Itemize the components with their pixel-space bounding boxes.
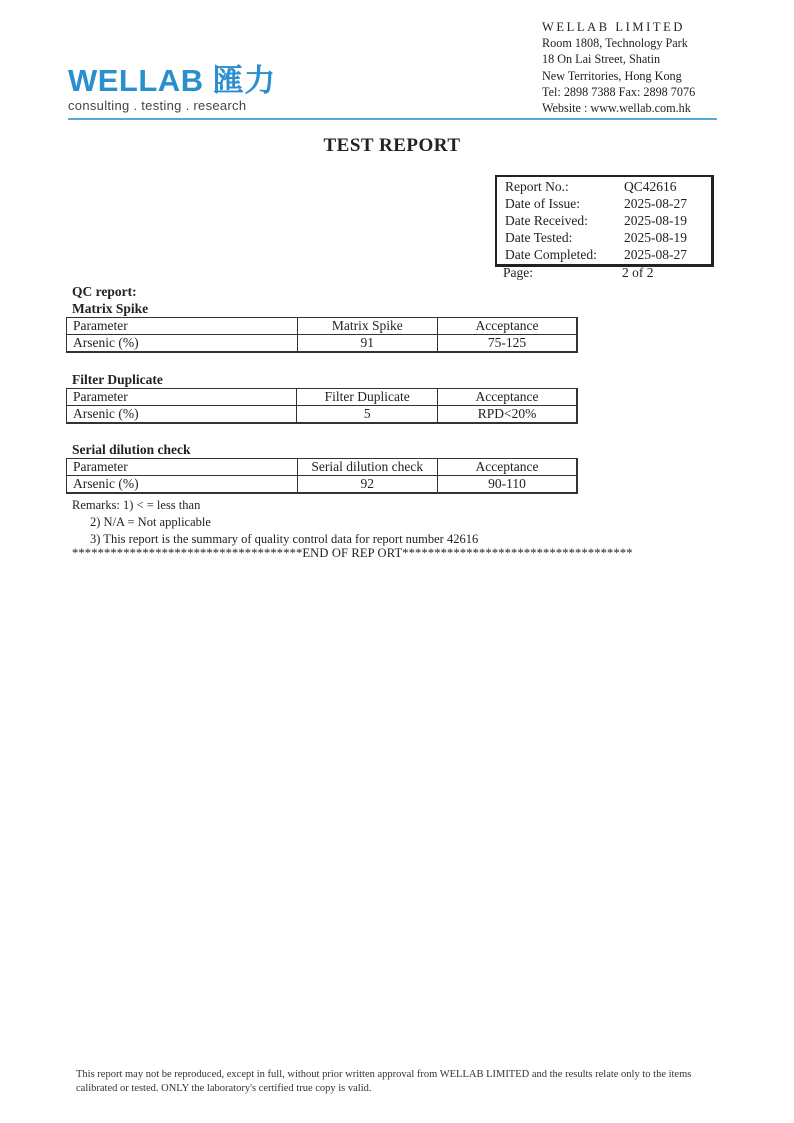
end-of-report-line: ************************************END OF REP ORT************************************ (72, 546, 633, 560)
contact-phone-fax: Tel: 2898 7388 Fax: 2898 7076 (542, 84, 696, 99)
table-header-row (67, 459, 578, 476)
header-divider (68, 118, 717, 120)
logo-wordmark: WELLAB 匯力 (68, 63, 276, 98)
table-cell: 90-110 (437, 476, 577, 494)
remark-line: Remarks: 1) < = less than (72, 498, 201, 512)
remark-line: 2) N/A = Not applicable (90, 515, 211, 529)
section-heading-matrix-spike: Matrix Spike (72, 301, 149, 316)
remarks (72, 497, 478, 548)
serial-dilution-table (66, 458, 578, 494)
header-cell: Parameter (67, 389, 297, 406)
filter-duplicate-table (66, 388, 578, 424)
section-heading-filter-duplicate: Filter Duplicate (72, 372, 163, 387)
qc-report-heading: QC report: (72, 284, 137, 299)
remark-line: 3) This report is the summary of quality control data for report number 42616 (90, 532, 479, 546)
company-address (542, 19, 695, 116)
info-label: Date of Issue: (505, 196, 580, 211)
header-cell: Acceptance (437, 318, 577, 335)
table-cell: 92 (297, 476, 437, 494)
info-label: Report No.: (505, 179, 569, 194)
info-label: Date Completed: (505, 247, 597, 262)
section-heading-serial-dilution: Serial dilution check (72, 442, 191, 457)
table-cell: Arsenic (%) (67, 406, 297, 424)
website: Website : www.wellab.com.hk (542, 101, 691, 116)
address-line: 18 On Lai Street, Shatin (542, 52, 661, 67)
footer-disclaimer: This report may not be reproduced, except in full, without prior written approval from WELLAB LIMITED and the results relate only to the items calibrated or tested. ONLY the laboratory's certified true copy is valid. (76, 1069, 692, 1094)
info-value: 2025-08-19 (624, 230, 687, 245)
info-label: Date Tested: (505, 230, 573, 245)
address-line: New Territories, Hong Kong (542, 68, 682, 83)
header-cell: Filter Duplicate (297, 389, 438, 406)
report-title: TEST REPORT (323, 135, 461, 156)
info-value: 2025-08-27 (624, 247, 687, 262)
matrix-spike-table (66, 317, 578, 353)
info-value: 2025-08-27 (624, 196, 687, 211)
info-value: 2025-08-19 (624, 213, 687, 228)
table-header-row (67, 318, 578, 335)
table-cell: 5 (297, 406, 438, 424)
header-cell: Parameter (67, 459, 298, 476)
table-cell: Arsenic (%) (67, 335, 298, 353)
table-row (67, 406, 578, 424)
address-line: Room 1808, Technology Park (542, 36, 688, 51)
header-cell: Acceptance (438, 389, 577, 406)
company-logo (68, 64, 276, 113)
header-cell: Acceptance (437, 459, 577, 476)
table-header-row (67, 389, 578, 406)
table-cell: Arsenic (%) (67, 476, 298, 494)
table-row (67, 476, 578, 494)
logo-tagline: consulting . testing . research (68, 98, 247, 113)
info-value: QC42616 (624, 179, 677, 194)
page-label: Page: (503, 265, 533, 280)
table-row (67, 335, 578, 353)
header-cell: Parameter (67, 318, 298, 335)
header-cell: Serial dilution check (297, 459, 437, 476)
report-info-box (495, 175, 714, 267)
info-label: Date Received: (505, 213, 588, 228)
table-cell: 75-125 (437, 335, 577, 353)
company-name: WELLAB LIMITED (542, 20, 685, 34)
page-number: 2 of 2 (622, 265, 654, 280)
table-cell: RPD<20% (438, 406, 577, 424)
table-cell: 91 (297, 335, 437, 353)
header-cell: Matrix Spike (297, 318, 437, 335)
